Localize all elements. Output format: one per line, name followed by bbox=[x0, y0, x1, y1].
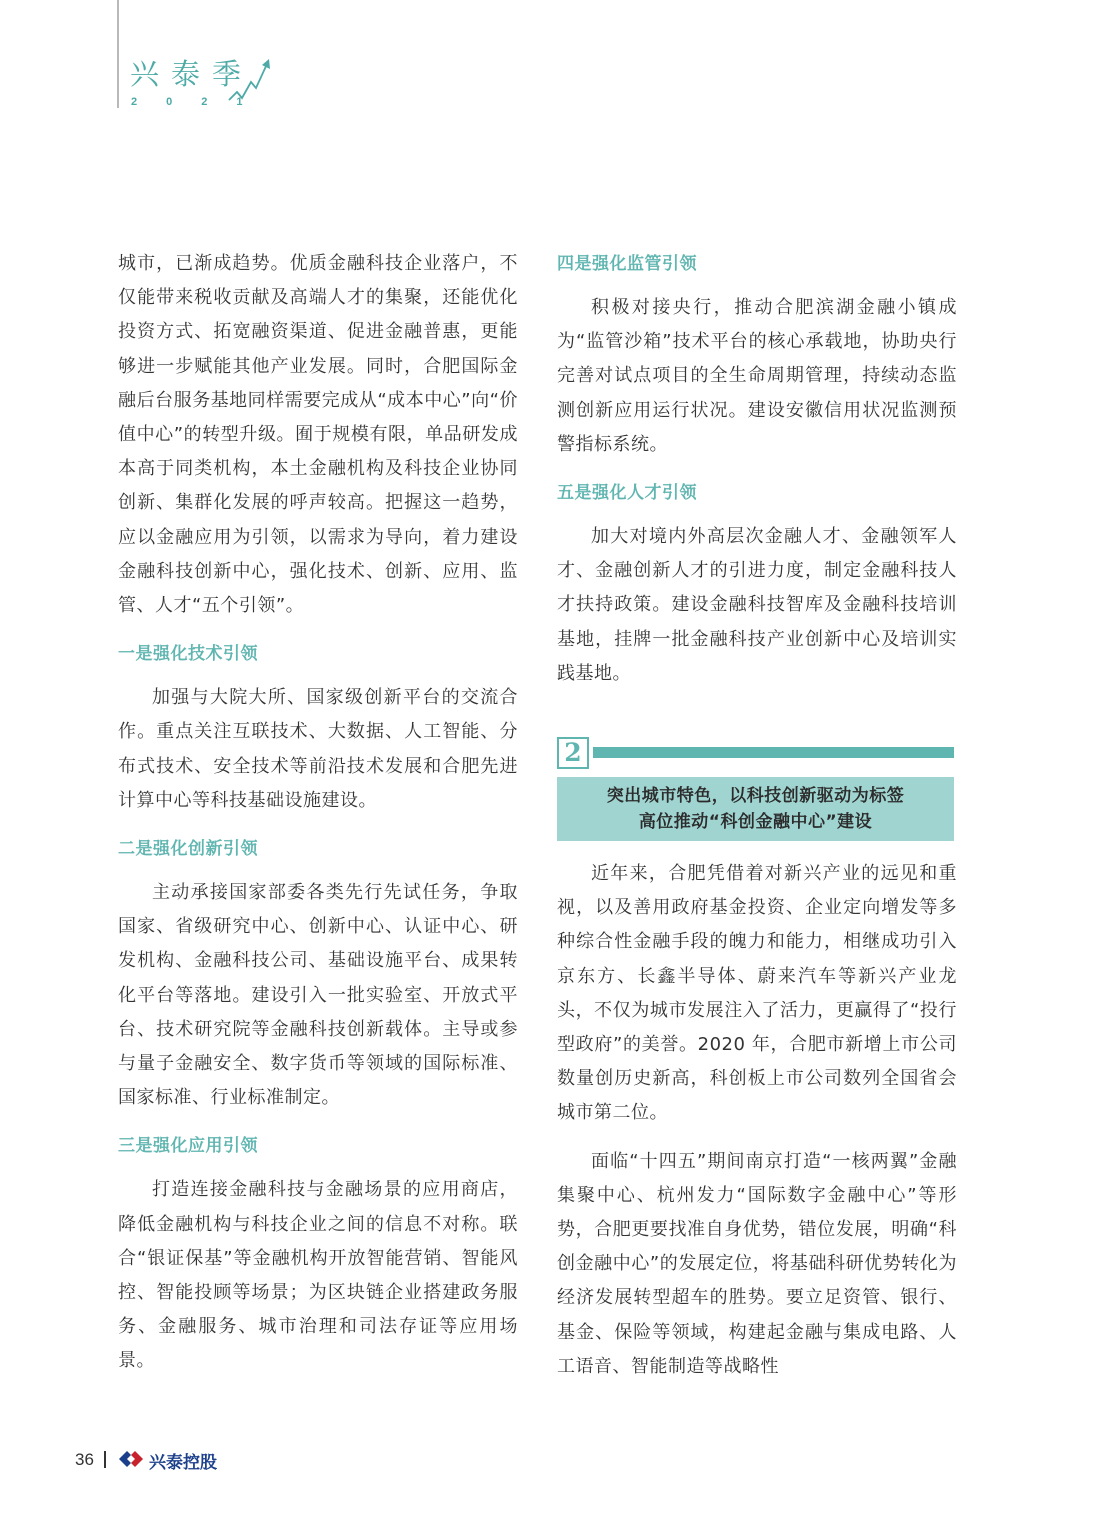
chapter-rule bbox=[593, 747, 954, 758]
section-paragraph: 主动承接国家部委各类先行先试任务，争取国家、省级研究中心、创新中心、认证中心、研发机构、金融科技公司、基础设施平台、成果转化平台等落地。建设引入一批实验室、开放式平台、技术研究院等金融科技创新载体。主导或参与量子金融安全、数字货币等领域的国际标准、国家标准、行业标准制定。 bbox=[118, 882, 518, 1109]
header-divider bbox=[117, 0, 119, 108]
chapter-number: 2 bbox=[557, 737, 589, 769]
chapter-header bbox=[557, 737, 954, 841]
right-column-top bbox=[557, 247, 957, 691]
body-paragraph: 近年来，合肥凭借着对新兴产业的远见和重视，以及善用政府基金投资、企业定向增发等多种综合性金融手段的魄力和能力，相继成功引入京东方、长鑫半导体、蔚来汽车等新兴产业龙头，不仅为城市发展注入了活力，更赢得了“投行型政府”的美誉。2020 年，合肥市新增上市公司数量创历史新高，科创板上市公司数列全国省会城市第二位。 bbox=[557, 863, 957, 1124]
section-paragraph: 加大对境内外高层次金融人才、金融领军人才、金融创新人才的引进力度，制定金融科技人才扶持政策。建设金融科技智库及金融科技培训基地，挂牌一批金融科技产业创新中心及培训实践基地。 bbox=[557, 526, 957, 684]
section-heading: 一是强化技术引领 bbox=[118, 644, 258, 665]
section-heading: 三是强化应用引领 bbox=[118, 1136, 258, 1157]
section-paragraph: 打造连接金融科技与金融场景的应用商店，降低金融机构与科技企业之间的信息不对称。联合“银证保基”等金融机构开放智能营销、智能风控、智能投顾等场景；为区块链企业搭建政务服务、金融服务、城市治理和司法存证等应用场景。 bbox=[118, 1179, 518, 1372]
growth-arrow-icon bbox=[225, 56, 273, 110]
body-paragraph: 面临“十四五”期间南京打造“一核两翼”金融集聚中心、杭州发力“国际数字金融中心”等形势，合肥更要找准自身优势，错位发展，明确“科创金融中心”的发展定位，将基础科研优势转化为经济发展转型超车的胜势。要立足资管、银行、基金、保险等领域，构建起金融与集成电路、人工语音、智能制造等战略性 bbox=[557, 1150, 957, 1377]
magazine-year: 2021 bbox=[131, 96, 272, 108]
chapter-title-line: 高位推动“科创金融中心”建设 bbox=[638, 812, 873, 832]
company-name: 兴泰控股 bbox=[149, 1453, 217, 1473]
section-heading: 四是强化监管引领 bbox=[557, 254, 697, 274]
chapter-title-line: 突出城市特色，以科技创新驱动为标签 bbox=[606, 786, 905, 806]
section-heading: 五是强化人才引领 bbox=[557, 483, 697, 504]
right-column-bottom bbox=[557, 857, 957, 1384]
footer-divider bbox=[104, 1451, 106, 1468]
section-heading: 二是强化创新引领 bbox=[118, 839, 258, 860]
intro-paragraph: 城市，已渐成趋势。优质金融科技企业落户，不仅能带来税收贡献及高端人才的集聚，还能优化投资方式、拓宽融资渠道、促进金融普惠，更能够进一步赋能其他产业发展。同时，合肥国际金融后台服务基地同样需要完成从“成本中心”向“价值中心”的转型升级。囿于规模有限，单品研发成本高于同类机构，本土金融机构及科技企业协同创新、集群化发展的呼声较高。把握这一趋势，应以金融应用为引领，以需求为导向，着力建设金融科技创新中心，强化技术、创新、应用、监管、人才“五个引领”。 bbox=[118, 253, 518, 617]
section-paragraph: 积极对接央行，推动合肥滨湖金融小镇成为“监管沙箱”技术平台的核心承载地，协助央行完善对试点项目的全生命周期管理，持续动态监测创新应用运行状况。建设安徽信用状况监测预警指标系统。 bbox=[557, 297, 957, 455]
page-number: 36 bbox=[75, 1450, 94, 1469]
magazine-title: 兴泰季 bbox=[130, 57, 254, 91]
company-logo-icon bbox=[116, 1448, 146, 1470]
section-paragraph: 加强与大院大所、国家级创新平台的交流合作。重点关注互联技术、大数据、人工智能、分布式技术、安全技术等前沿技术发展和合肥先进计算中心等科技基础设施建设。 bbox=[118, 687, 518, 811]
left-column bbox=[118, 247, 518, 1379]
chapter-title-box bbox=[557, 777, 954, 841]
